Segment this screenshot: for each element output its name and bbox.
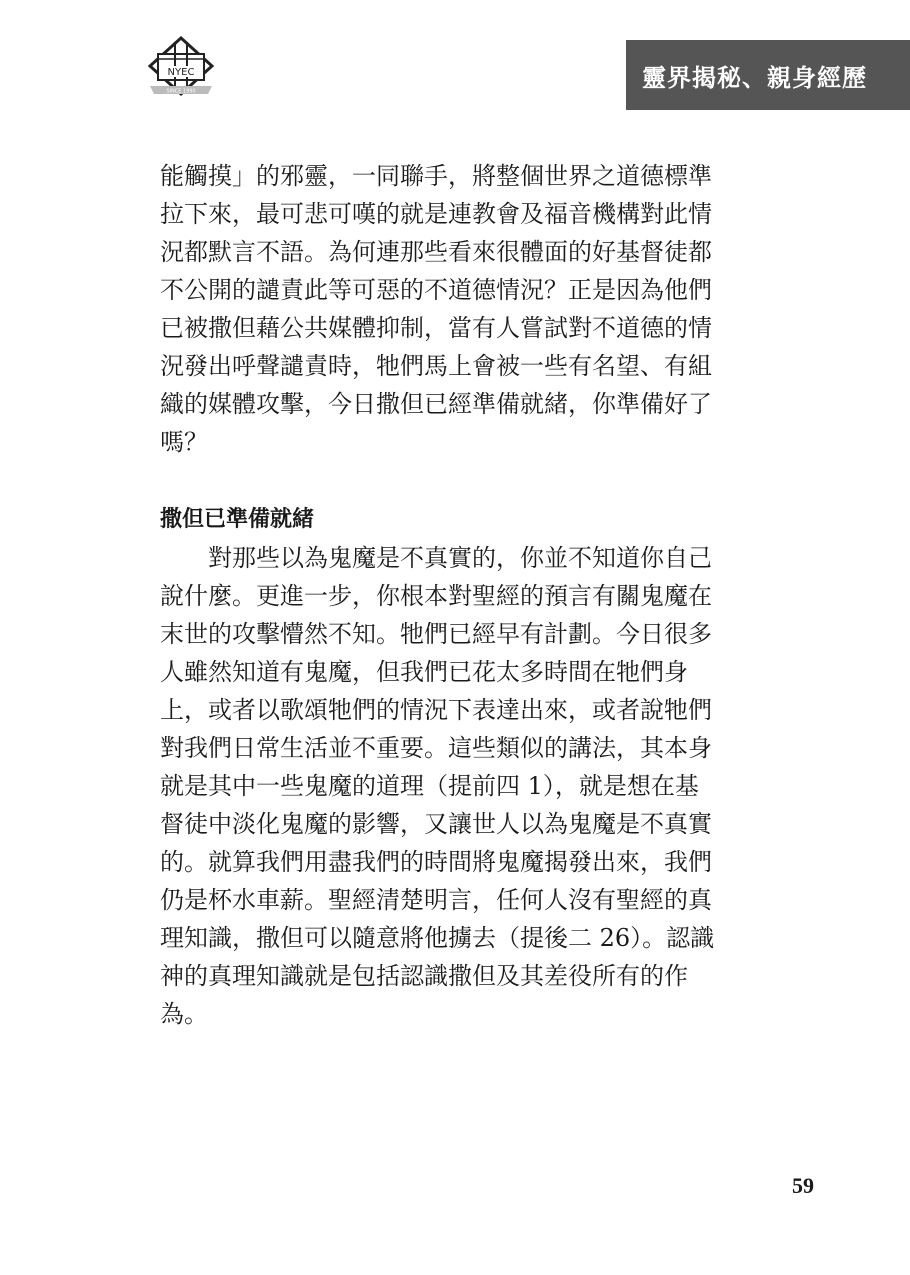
- text-line: 末世的攻擊懵然不知。牠們已經早有計劃。今日很多: [160, 620, 712, 648]
- text-line: 織的媒體攻擊，今日撒但已經準備就緒，你準備好了: [160, 390, 712, 418]
- chapter-header: [626, 40, 910, 110]
- text-line: 不公開的譴責此等可惡的不道德情況？正是因為他們: [160, 276, 712, 304]
- text-line: 督徒中淡化鬼魔的影響，又讓世人以為鬼魔是不真實: [160, 810, 712, 838]
- paragraph-2: [160, 539, 750, 1033]
- text-line: 對那些以為鬼魔是不真實的，你並不知道你自己: [208, 544, 712, 572]
- text-line: 的。就算我們用盡我們的時間將鬼魔揭發出來，我們: [160, 848, 712, 876]
- page-number: 59: [792, 1173, 814, 1198]
- text-line: 況都默言不語。為何連那些看來很體面的好基督徒都: [160, 238, 712, 266]
- text-line: 就是其中一些鬼魔的道理（提前四 1），就是想在基: [160, 772, 699, 800]
- text-line: 說什麼。更進一步，你根本對聖經的預言有關鬼魔在: [160, 582, 712, 610]
- paragraph-1: [160, 157, 750, 461]
- text-line: 仍是杯水車薪。聖經清楚明言，任何人沒有聖經的真: [160, 886, 712, 914]
- text-line: 為。: [160, 1000, 208, 1028]
- text-line: 況發出呼聲譴責時，牠們馬上會被一些有名望、有組: [160, 352, 712, 380]
- nyec-logo: [136, 36, 226, 108]
- text-line: 人雖然知道有鬼魔，但我們已花太多時間在牠們身: [160, 658, 688, 686]
- page-body: [160, 157, 750, 1033]
- text-line: 上，或者以歌頌牠們的情況下表達出來，或者說牠們: [160, 696, 712, 724]
- text-line: 對我們日常生活並不重要。這些類似的講法，其本身: [160, 734, 712, 762]
- svg-text:NYEC: NYEC: [167, 67, 195, 78]
- chapter-title: 靈界揭秘、親身經歷: [642, 63, 867, 92]
- text-line: 已被撒但藉公共媒體抑制，當有人嘗試對不道德的情: [160, 314, 712, 342]
- text-line: 拉下來，最可悲可嘆的就是連教會及福音機構對此情: [160, 200, 712, 228]
- svg-text:SINCE 1990: SINCE 1990: [166, 88, 196, 95]
- nyec-logo-mark: [136, 36, 226, 108]
- section-heading: 撒但已準備就緒: [160, 507, 315, 532]
- text-line: 能觸摸」的邪靈，一同聯手，將整個世界之道德標準: [160, 162, 712, 190]
- text-line: 嗎？: [160, 428, 208, 456]
- text-line: 神的真理知識就是包括認識撒但及其差役所有的作: [160, 962, 688, 990]
- text-line: 理知識，撒但可以隨意將他擄去（提後二 26）。認識: [160, 924, 715, 952]
